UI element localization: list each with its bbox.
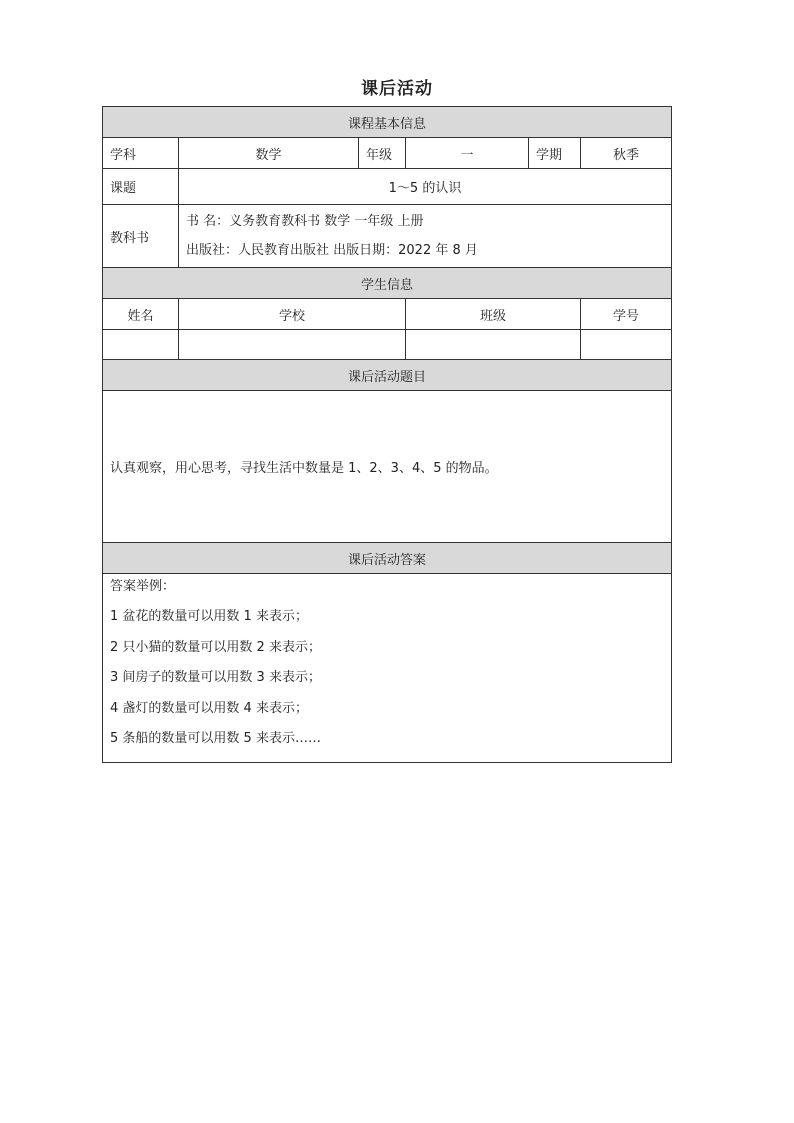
term-value: 秋季 [581,138,672,169]
topic-row [103,169,672,205]
grade-value: 一 [406,138,529,169]
student-col-school: 学校 [179,299,406,330]
student-col-id: 学号 [581,299,672,330]
answers-body [103,574,672,763]
textbook-label: 教科书 [103,205,179,268]
subject-row [103,138,672,169]
answers-intro: 答案举例： [110,578,176,594]
student-blank-row [103,330,672,360]
textbook-publisher: 出版社：人民教育出版社 出版日期：2022 年 8 月 [186,243,478,258]
topic-label: 课题 [103,169,179,205]
student-info-header: 学生信息 [103,268,672,299]
activity-sheet-table [102,106,672,763]
textbook-row [103,205,672,268]
student-school-cell[interactable] [179,330,406,360]
page-title: 课后活动 [361,79,433,99]
subject-value: 数学 [179,138,359,169]
student-col-class: 班级 [406,299,581,330]
answers-header: 课后活动答案 [103,543,672,574]
student-class-cell[interactable] [406,330,581,360]
topic-value: 1～5 的认识 [179,169,672,205]
student-name-cell[interactable] [103,330,179,360]
activity-question: 认真观察，用心思考，寻找生活中数量是 1、2、3、4、5 的物品。 [103,391,672,543]
answer-line: 1 盆花的数量可以用数 1 来表示； [110,609,308,624]
answer-line: 5 条船的数量可以用数 5 来表示…… [110,731,321,746]
subject-label: 学科 [103,138,179,169]
student-columns-row [103,299,672,330]
grade-label: 年级 [359,138,406,169]
answer-line: 2 只小猫的数量可以用数 2 来表示； [110,639,321,655]
activity-header: 课后活动题目 [103,360,672,391]
answer-line: 4 盏灯的数量可以用数 4 来表示； [110,700,308,716]
answer-line: 3 间房子的数量可以用数 3 来表示； [110,670,321,685]
basic-info-header: 课程基本信息 [103,107,672,138]
textbook-name: 书 名：义务教育教科书 数学 一年级 上册 [186,214,424,229]
student-col-name: 姓名 [103,299,179,330]
term-label: 学期 [529,138,581,169]
student-id-cell[interactable] [581,330,672,360]
